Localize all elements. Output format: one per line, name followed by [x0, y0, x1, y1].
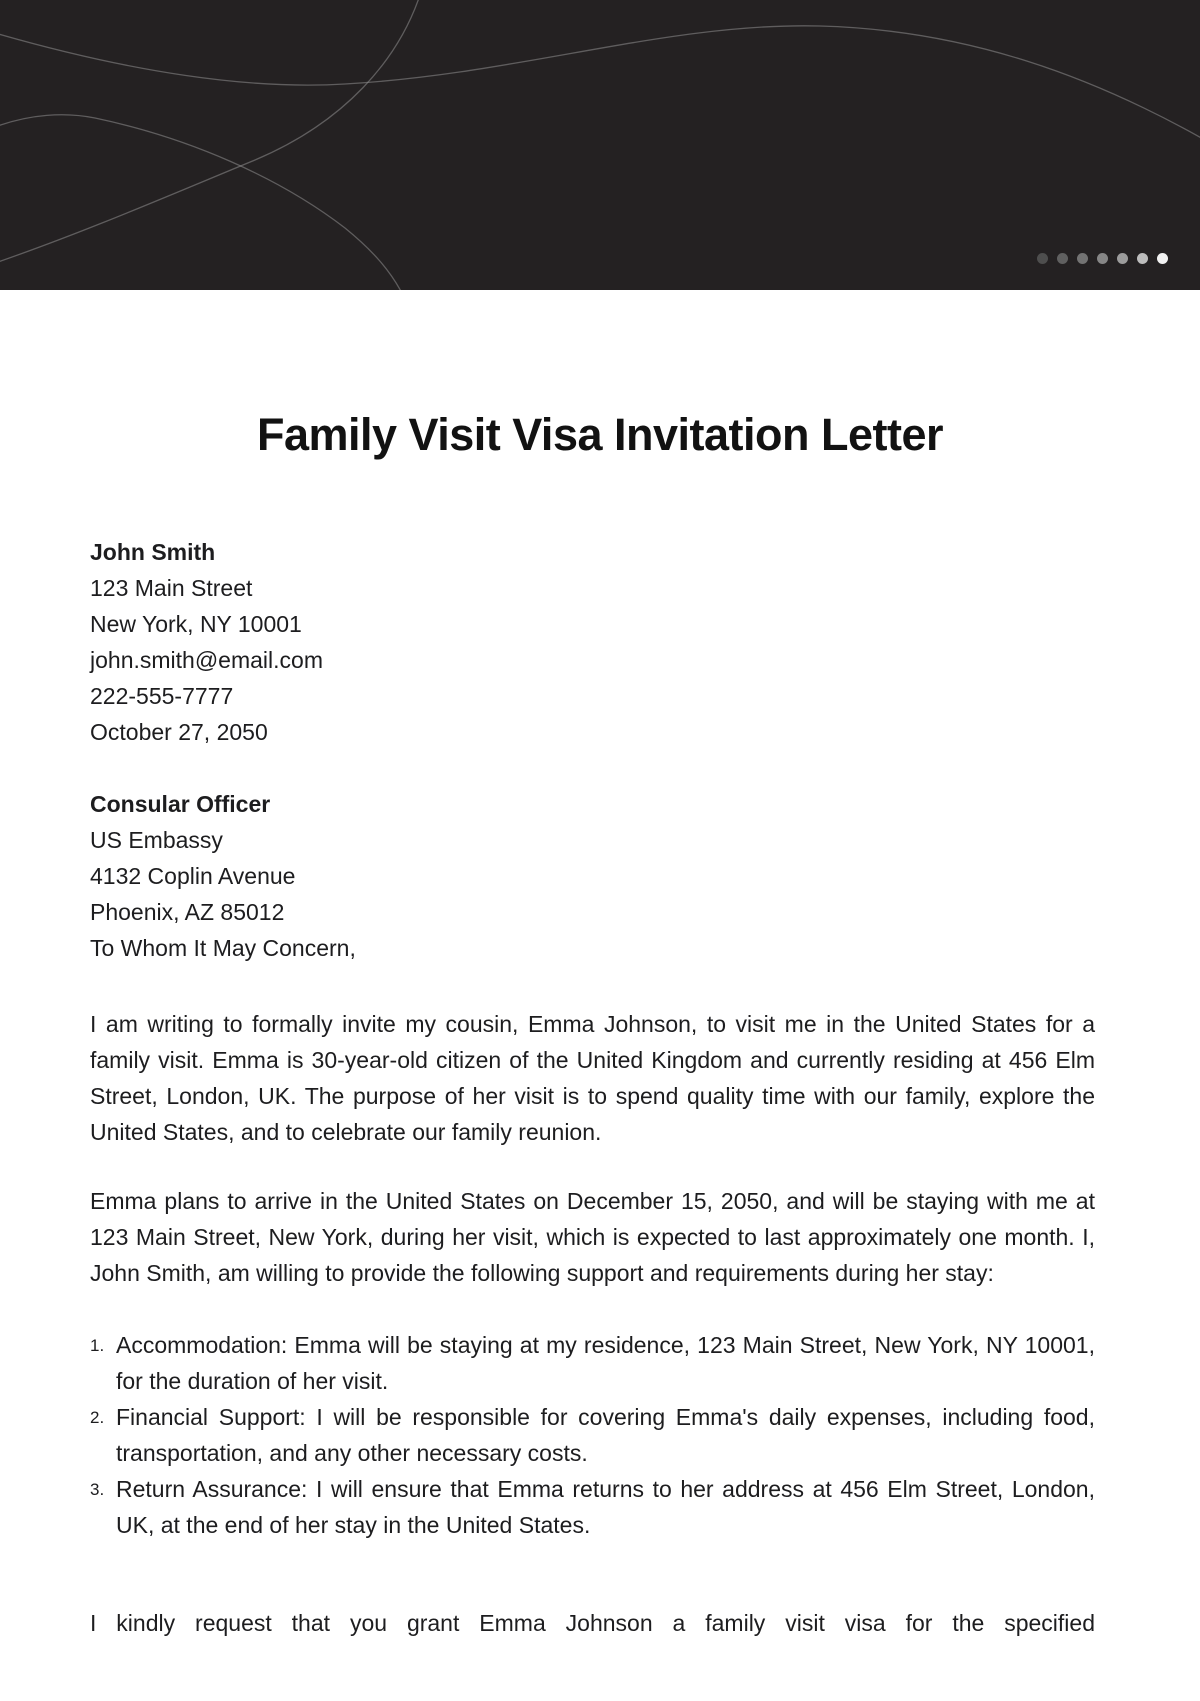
- pagination-dot[interactable]: [1117, 253, 1128, 264]
- recipient-city: Phoenix, AZ 85012: [90, 899, 285, 925]
- header-banner: [0, 0, 1200, 290]
- pagination-dot[interactable]: [1037, 253, 1048, 264]
- curve-left-arc: [0, 115, 403, 290]
- list-item: [90, 1399, 1095, 1471]
- list-item: [90, 1327, 1095, 1399]
- salutation: To Whom It May Concern,: [90, 935, 356, 961]
- list-item-text: Financial Support: I will be responsible for covering Emma's daily expenses, including food, transportation, and any other necessary costs.: [116, 1404, 1095, 1466]
- list-item-text: Return Assurance: I will ensure that Emma returns to her address at 456 Elm Street, London, UK, at the end of her stay in the United States.: [116, 1476, 1095, 1538]
- title-row: [0, 409, 1200, 460]
- curve-wave: [0, 26, 1200, 140]
- pagination-dot[interactable]: [1077, 253, 1088, 264]
- recipient-street: 4132 Coplin Avenue: [90, 863, 296, 889]
- list-item-marker: 1.: [90, 1336, 105, 1355]
- sender-phone: 222-555-7777: [90, 683, 234, 709]
- list-item: [90, 1471, 1095, 1543]
- letter-body: [0, 534, 1200, 1641]
- recipient-block: [90, 786, 1095, 930]
- recipient-title: Consular Officer: [90, 791, 271, 817]
- pagination-dot[interactable]: [1157, 253, 1168, 264]
- curve-diagonal: [0, 0, 420, 263]
- list-item-text: Accommodation: Emma will be staying at my residence, 123 Main Street, New York, NY 10001, for the duration of her visit.: [116, 1332, 1095, 1394]
- pagination-dot[interactable]: [1097, 253, 1108, 264]
- sender-block: [90, 534, 1095, 750]
- pagination-dot[interactable]: [1057, 253, 1068, 264]
- letter-date: October 27, 2050: [90, 719, 268, 745]
- decorative-curves: [0, 0, 1200, 290]
- support-list: [90, 1327, 1095, 1543]
- body-paragraph-1: I am writing to formally invite my cousin, Emma Johnson, to visit me in the United States for a family visit. Emma is 30-year-old citizen of the United Kingdom and currently residing at 456 Elm Street, London, UK. The purpose of her visit is to spend quality time with our family, explore the United States, and to celebrate our family reunion.: [90, 1011, 1095, 1145]
- list-item-marker: 2.: [90, 1408, 105, 1427]
- body-paragraph-2: Emma plans to arrive in the United States on December 15, 2050, and will be staying with me at 123 Main Street, New York, during her visit, which is expected to last approximately one month. I, John Smith, am willing to provide the following support and requirements during her stay:: [90, 1188, 1095, 1286]
- sender-street: 123 Main Street: [90, 575, 253, 601]
- pagination-dots: [1037, 253, 1168, 264]
- page-title: Family Visit Visa Invitation Letter: [256, 409, 944, 460]
- closing-paragraph: I kindly request that you grant Emma Johnson a family visit visa for the specified: [90, 1610, 1095, 1636]
- pagination-dot[interactable]: [1137, 253, 1148, 264]
- recipient-org: US Embassy: [90, 827, 223, 853]
- sender-city: New York, NY 10001: [90, 611, 302, 637]
- sender-name: John Smith: [90, 539, 216, 565]
- sender-email: john.smith@email.com: [90, 647, 323, 673]
- list-item-marker: 3.: [90, 1480, 105, 1499]
